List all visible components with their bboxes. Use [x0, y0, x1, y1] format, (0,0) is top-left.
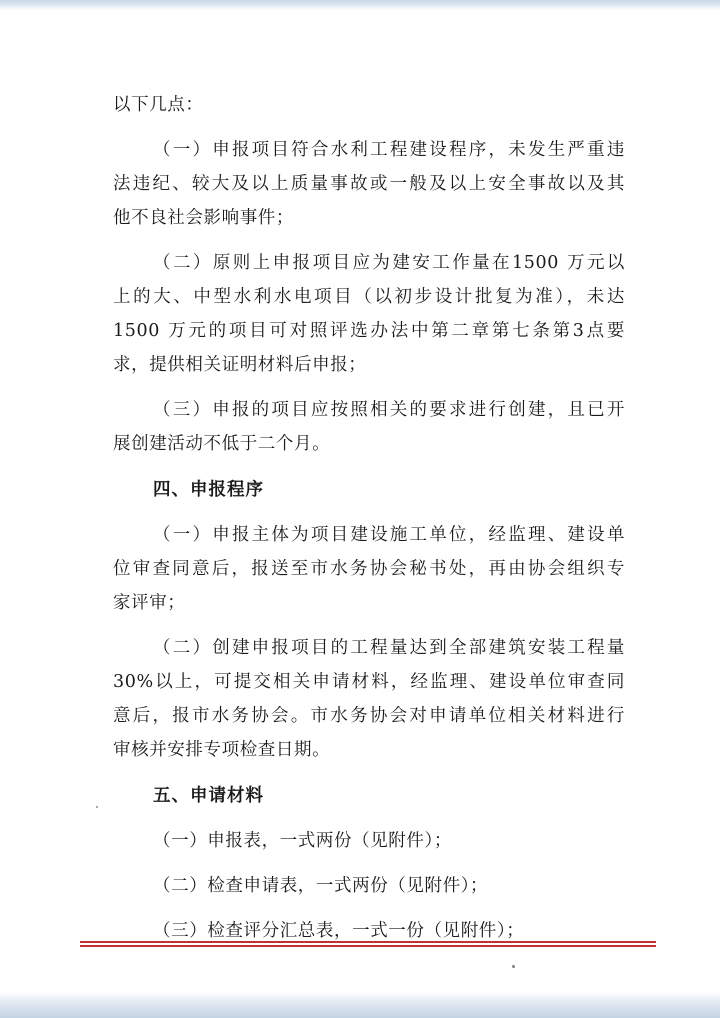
text-line: 上的大、中型水利水电项目（以初步设计批复为准），未达: [113, 287, 625, 307]
scan-speck: [512, 965, 515, 968]
text-line: 他不良社会影响事件；: [113, 208, 294, 228]
document-body: [113, 88, 625, 948]
footer-double-rule: [80, 941, 656, 948]
text-line: 1500 万元的项目可对照评选办法中第二章第七条第3点要: [113, 321, 625, 341]
text-line: 求，提供相关证明材料后申报；: [113, 355, 367, 375]
text-line: （一）申报项目符合水利工程建设程序，未发生严重违: [153, 140, 625, 160]
text-line: 30%以上，可提交相关申请材料，经监理、建设单位审查同: [113, 672, 625, 692]
scan-edge-top: [0, 0, 720, 10]
text-line: 意后，报市水务协会。市水务协会对申请单位相关材料进行: [113, 706, 625, 726]
text-line: 展创建活动不低于二个月。: [113, 434, 331, 454]
list-item: （一）申报表，一式两份（见附件）；: [153, 831, 452, 851]
footer-rule-line: [80, 945, 656, 947]
text-line: 以下几点：: [113, 95, 204, 115]
list-item: （三）检查评分汇总表，一式一份（见附件）；: [153, 921, 525, 941]
text-line: （三）申报的项目应按照相关的要求进行创建，且已开: [153, 400, 625, 420]
text-line: 位审查同意后，报送至市水务协会秘书处，再由协会组织专: [113, 559, 625, 579]
scan-edge-bottom: [0, 992, 720, 1018]
list-item: （二）检查申请表，一式两份（见附件）；: [153, 876, 489, 896]
footer-rule-line: [80, 941, 656, 943]
section-heading-materials: 五、申请材料: [153, 786, 264, 806]
text-line: （二）原则上申报项目应为建安工作量在1500 万元以: [153, 253, 625, 273]
scan-speck: [96, 806, 98, 808]
text-line: （一）申报主体为项目建设施工单位，经监理、建设单: [153, 525, 625, 545]
text-line: 法违纪、较大及以上质量事故或一般及以上安全事故以及其: [113, 174, 625, 194]
text-line: 审核并安排专项检查日期。: [113, 740, 331, 760]
text-line: 家评审；: [113, 593, 186, 613]
text-line: （二）创建申报项目的工程量达到全部建筑安装工程量: [153, 638, 625, 658]
section-heading-procedure: 四、申报程序: [153, 480, 264, 500]
